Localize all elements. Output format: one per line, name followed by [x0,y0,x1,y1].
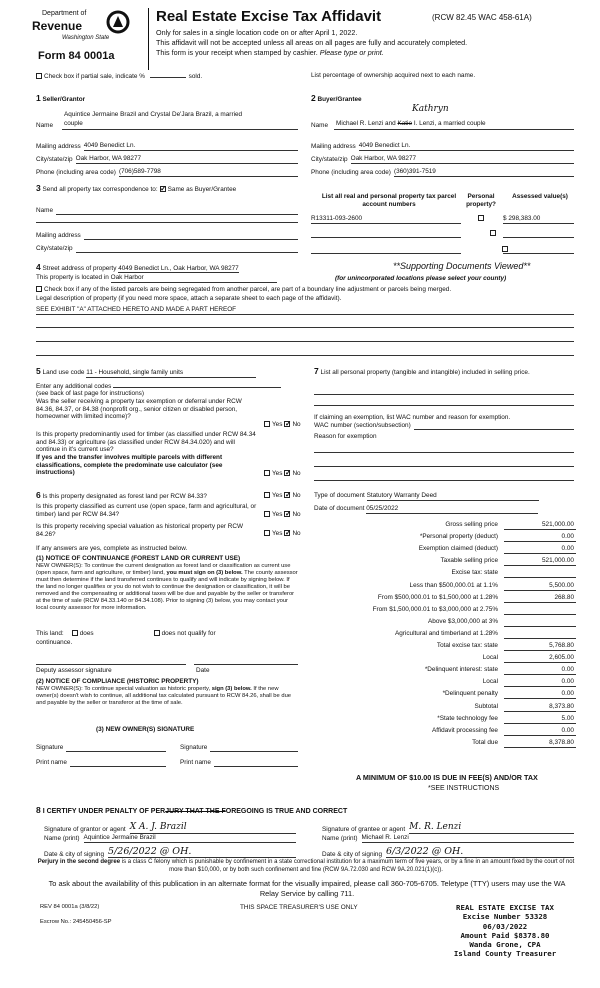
seller-city-field[interactable]: Oak Harbor, WA 98277 [76,155,298,164]
same-as-buyer-label: Same as Buyer/Grantee [167,186,237,193]
legal-description-label: Legal description of property (if you need more space, attach a separate sheet to each page of the affidavit). [36,295,342,302]
s7-wac-row [314,422,574,430]
s6-p1c: The county assessor must then determine if the land transferred continues to qualify and will indicate by signing below. If the land no longer qualifies or you do not wish to continue the designation or classification, it will be removed and the compensating or additional taxes will be due and payable by the seller or transferor at the time of sale (RCW 84.33.140 or 84.34.108). Prior to signing (3) below, you may contact your local county assessor for more information. [36,570,298,612]
seller-heading: Seller/Grantor [42,96,86,103]
tax-row [300,533,576,544]
s5-q2-yes: Yes [272,470,283,477]
grantor-date-label: Date & city of signing [44,850,105,858]
section-1-heading [36,93,85,104]
tax-row [300,606,576,617]
s6-q3: Is this property receiving special valuation as historical property per RCW 84.26? [36,523,244,538]
certify-post: OREGOING IS TRUE AND CORRECT [225,808,348,815]
partial-sale-row [36,71,296,81]
owner2-sig-label: Signature [180,744,208,751]
located-field[interactable]: Oak Harbor [111,274,277,283]
section-6-number: 6 [36,490,41,500]
seller-name-line1: Aquintice Jermaine Brazil and Crystal De'Jara Brazil, a married [64,111,243,118]
section-3-heading [36,183,236,194]
tax-row [300,594,576,605]
stamp-line-6: Island County Treasurer [453,949,557,959]
section-5-number: 5 [36,366,41,376]
tax-row-label: *Delinquent penalty [442,690,498,698]
s5-q2-no: No [292,470,301,477]
buyer-phone-row [311,168,574,177]
agency-logo [32,8,132,48]
tax-row-value[interactable]: 5,768.80 [504,642,576,651]
seller-mailing-row [36,142,298,151]
buyer-mailing-row [311,142,574,151]
s7-reason-line-1 [314,452,574,453]
s6-h2: (2) NOTICE OF COMPLIANCE (HISTORIC PROPERTY) [36,678,199,685]
tax-row-value[interactable]: 0.00 [504,727,576,736]
supporting-docs-stamp: **Supporting Documents Viewed** [393,261,531,271]
tax-row-value[interactable]: 521,000.00 [504,521,576,530]
s6-q1-no: No [292,492,301,499]
buyer-phone-field[interactable]: (360)391-7519 [394,168,574,177]
owner-sig-row-2 [180,744,298,752]
doc-date-label: Date of document [314,505,365,512]
buyer-city-label: City/state/zip [311,156,348,163]
tax-row-value[interactable]: 5,500.00 [504,582,576,591]
tax-row-value[interactable]: 8,373.80 [504,703,576,712]
grantee-date-row [322,846,574,858]
s6-q1-answer [262,492,301,500]
section-5-landuse [36,366,298,378]
s6-p1b: you must sign on (3) below. [166,570,243,577]
certify-pre: I CERTIFY UNDER PENALTY OF PER [42,808,166,815]
parcel-3-field[interactable] [311,252,461,254]
grantee-signature[interactable]: M. R. Lenzi [409,822,574,834]
legal-description-field[interactable]: SEE EXHIBIT "A" ATTACHED HERETO AND MADE A PART HEREOF [36,306,574,315]
s3-mailing-row [36,232,298,240]
owner2-print-label: Print name [180,759,211,766]
see-instructions: *SEE INSTRUCTIONS [428,785,500,792]
s6-q3-no-checkbox[interactable] [284,530,290,536]
stamp-line-1: REAL ESTATE EXCISE TAX [456,903,554,912]
s3-mailing-label: Mailing address [36,232,81,239]
same-as-buyer-checkbox[interactable] [160,186,166,192]
buyer-mailing-label: Mailing address [311,143,356,150]
seller-phone-label: Phone (including area code) [36,169,116,176]
buyer-mailing-field[interactable]: 4049 Benedict Ln. [359,142,574,151]
s5-q1-no-checkbox[interactable] [284,421,290,427]
s6-p2c: If the new owner(s) doesn't wish to continue, all additional tax calculated pursuant to RCW 84.26, shall be due and payable by the seller or transferor at the time of sale. [36,686,292,707]
tax-row [300,715,576,726]
s3-city-label: City/state/zip [36,245,73,252]
owner1-print-field[interactable] [70,760,166,767]
tax-row-label: Total excise tax: state [436,642,498,649]
rev-label: REV 84 0001a (3/8/22) [40,904,100,910]
tax-row [300,654,576,665]
buyer-city-row [311,155,574,164]
land-use-label: Land use code [42,369,85,376]
located-row [36,274,277,283]
form-rcw: (RCW 82.45 WAC 458-61A) [432,13,532,22]
s5-q1-no: No [292,421,301,428]
s6-q3-no: No [292,530,301,537]
s6-q1: Is this property designated as forest land per RCW 84.33? [42,493,207,500]
grantee-sig-row [322,822,574,834]
tax-row-value[interactable]: 0.00 [504,533,576,542]
seller-phone-row [36,168,298,177]
assessed-2-field[interactable] [503,236,574,238]
s5-q1-answer [262,421,301,429]
land-does-label: does [79,630,94,637]
notice-3-text: This form is your receipt when stamped by cashier. [156,48,318,57]
s7-reason-label: Reason for exemption [314,433,377,440]
stamp-line-4: Amount Paid $8378.80 [460,930,550,940]
s5-q2-no-checkbox[interactable] [284,470,290,476]
grantor-name-field[interactable]: Aquintice Jermaine Brazil [84,834,296,843]
s7-line-2 [314,405,574,406]
tax-row-value[interactable] [504,606,576,615]
tax-row-value[interactable] [504,569,576,578]
s3-name-label: Name [36,207,54,214]
notice-1: Only for sales in a single location code on or after April 1, 2022. [156,28,358,37]
agency-line3: Washington State [62,35,110,41]
doc-type-row [314,492,539,501]
tax-row [300,642,576,653]
treasurer-use-label: THIS SPACE TREASURER'S USE ONLY [240,904,358,911]
unincorporated-note: (for unincorporated locations please select your county) [335,275,507,282]
grantor-date-field[interactable]: 5/26/2022 @ OH. [108,846,296,858]
land-does-not-checkbox[interactable] [154,630,160,636]
tax-row-value[interactable]: 5.00 [504,715,576,724]
section-3-label: Send all property tax correspondence to: [42,186,158,193]
deputy-sig-label: Deputy assessor signature [36,667,112,674]
parcel-2-field[interactable] [311,236,461,238]
grantor-sig-label: Signature of grantor or agent [44,826,126,834]
tax-row-label: Exemption claimed (deduct) [418,545,498,553]
tax-row [300,545,576,556]
tax-row [300,569,576,580]
s5-q2b: If yes and the transfer involves multiple parcels with different classifications, complete the predominate use calculator (see instructions) [36,454,223,477]
s5-q2-yes-checkbox[interactable] [264,470,270,476]
s6-q2-yes-checkbox[interactable] [264,511,270,517]
buyer-name-label: Name [311,122,329,129]
s5-q2: Is this property predominantly used for timber (as classified under RCW 84.34 and 84.33) or agriculture (as classified under RCW 84.34.020) and will continue in it's current use? [36,431,256,454]
s7-reason-line-2 [314,466,574,467]
sold-label: sold. [188,73,203,80]
section-4-street [36,262,298,273]
s6-q2-no-checkbox[interactable] [284,511,290,517]
tax-row [300,739,576,750]
tax-row-label: Taxable selling price [440,557,498,565]
s6-q1-no-checkbox[interactable] [284,492,290,498]
form-title: Real Estate Excise Tax Affidavit [156,8,382,25]
tax-row-label: From $500,000.01 to $1,500,000 at 1.28% [377,593,498,601]
minimum-note: A MINIMUM OF $10.00 IS DUE IN FEE(S) AND/OR TAX [356,773,538,782]
tax-row [300,618,576,629]
s6-q3-yes: Yes [272,530,283,537]
land-does-checkbox[interactable] [72,630,78,636]
buyer-heading: Buyer/Grantee [317,96,362,103]
tax-row-label: Local [482,678,498,686]
tax-row [300,678,576,689]
section-7-number: 7 [314,366,319,376]
owner1-sig-label: Signature [36,744,64,751]
s7-wac-label: WAC number (section/subsection) [314,422,411,429]
s3-city-field[interactable] [76,246,298,253]
s6-p2b: sign (3) below. [211,686,252,692]
agency-line2: Revenue [32,19,83,33]
agency-line1: Department of [42,10,87,17]
s6-q1-row [36,490,258,501]
s5-q1-yes-checkbox[interactable] [264,421,270,427]
segregated-checkbox[interactable] [36,286,42,292]
tax-row-value[interactable] [504,630,576,639]
s5-q1-yes: Yes [272,421,283,428]
see-back-note: (see back of last page for instructions) [36,390,144,397]
s6-q2: Is this property classified as current use (open space, farm and agricultural, or timber) land per RCW 84.34? [36,503,257,518]
buyer-name-field[interactable] [334,120,574,130]
owner-sig-row-1 [36,744,166,752]
s7-exemption-label: If claiming an exemption, list WAC number and reason for exemption. [314,414,511,421]
personal-1-checkbox[interactable] [478,215,484,221]
section-2-heading [311,93,362,104]
tax-row [300,521,576,532]
tax-row-label: *State technology fee [437,714,498,722]
buyer-name-part2: I. Lenzi, a married couple [413,120,486,127]
section-8-number: 8 [36,805,41,815]
grantor-name-row [44,834,296,843]
s7-reason-line-3 [314,480,574,481]
seller-city-label: City/state/zip [36,156,73,163]
buyer-name-struck: Katie [397,120,413,127]
buyer-name-part1: Michael R. Lenzi and [336,120,396,127]
s6-p1 [36,563,298,612]
tax-row-value[interactable]: 0.00 [504,545,576,554]
tax-row-value[interactable]: 8,378.80 [504,739,576,748]
s6-q2-yes: Yes [272,511,283,518]
header-divider [148,8,149,70]
tax-row-label: Subtotal [474,702,498,710]
seller-mailing-field[interactable]: 4049 Benedict Ln. [84,142,298,151]
grantee-name-label: Name (print) [322,835,358,842]
s7-wac-field[interactable] [414,423,574,430]
treasurer-stamp [440,903,570,959]
tax-row-label: *Delinquent interest: state [424,666,498,674]
tax-row-value[interactable]: 0.00 [504,690,576,699]
tax-row-value[interactable]: 0.00 [504,678,576,687]
seller-name-line2: couple [64,120,83,127]
street-label: Street address of property [42,265,117,272]
tax-row-label: Agricultural and timberland at 1.28% [394,629,498,637]
personal-col-header: Personal property? [466,193,496,208]
notice-3 [156,49,384,58]
land-use-field[interactable]: 11 - Household, single family units [86,369,256,378]
grantor-sig-row [44,822,296,834]
buyer-phone-label: Phone (including area code) [311,169,391,176]
doc-type-label: Type of document [314,492,365,499]
assessed-3-field[interactable] [503,252,574,254]
partial-sale-checkbox[interactable] [36,73,42,79]
this-land-label: This land: [36,630,64,637]
section-2-number: 2 [311,93,316,103]
grantee-name-field[interactable]: Michael R. Lenzi [362,834,574,843]
s7-line-1 [314,394,574,395]
assessed-1-field[interactable]: $ 298,383.00 [503,215,574,224]
section-7-label: List all personal property (tangible and intangible) included in selling price. [320,369,530,376]
grantee-date-label: Date & city of signing [322,850,383,858]
section-3-number: 3 [36,183,41,193]
seller-mailing-label: Mailing address [36,143,81,150]
s3-name-field[interactable] [56,208,298,215]
form-number: Form 84 0001a [38,50,115,62]
deputy-date-line[interactable] [194,664,298,665]
escrow-label: Escrow No.: 245450456-SP [40,919,112,925]
tax-row-label: Excise tax: state [451,569,498,577]
notice-2: This affidavit will not be accepted unless all areas on all pages are fully and accurately completed. [156,38,468,47]
notice-3-italic: Please type or print. [319,48,384,57]
section-4-number: 4 [36,262,41,272]
land-does-not-label: does not qualify for [161,630,216,637]
perjury-notice [36,859,576,875]
located-label: This property is located in [36,274,109,281]
tax-row-value[interactable]: 2,605.00 [504,654,576,663]
parcel-col-header: List all real and personal property tax parcel account numbers [321,193,457,208]
tax-row-value[interactable]: 268.80 [504,594,576,603]
tax-row [300,582,576,593]
s6-p2 [36,686,298,707]
tax-row-value[interactable]: 0.00 [504,666,576,675]
s3-city-row [36,245,298,253]
s6-q1-yes-checkbox[interactable] [264,492,270,498]
tax-row [300,557,576,568]
grantee-sig-label: Signature of grantee or agent [322,826,406,834]
owner-print-row-1 [36,759,166,767]
stamp-line-2: Excise Number 53328 [462,912,548,922]
s6-h1: (1) NOTICE OF CONTINUANCE (FOREST LAND OR CURRENT USE) [36,555,241,562]
seller-city-row [36,155,298,164]
s6-q3-answer [262,530,301,538]
continuance-label: continuance. [36,639,73,646]
partial-sale-label: Check box if partial sale, indicate % [44,73,145,80]
owner1-sig-field[interactable] [66,745,166,752]
additional-codes-label: Enter any additional codes [36,383,112,390]
grantee-name-row [322,834,574,843]
buyer-handwritten-insert: Kathryn [412,104,449,114]
tax-row-label: Affidavit processing fee [432,726,498,734]
s3-mailing-field[interactable] [84,233,298,240]
availability-notice: To ask about the availability of this publication in an alternate format for the visually impaired, please call 360-705-6705. Teletype (TTY) users may use the WA Relay Service by calling 711. [48,879,566,898]
owner2-print-field[interactable] [214,760,298,767]
s3-name-row [36,207,298,215]
stamp-line-3: 06/03/2022 [482,921,528,931]
assessed-col-header: Assessed value(s) [512,193,568,200]
owner2-sig-field[interactable] [210,745,298,752]
tax-row [300,690,576,701]
perjury-text: is a class C felony which is punishable by confinement in a state correctional institution for a maximum term of five years, or by a fine in an amount fixed by the court of not more than $10,000, or by both such confinement and fine (RCW 9A.72.030 and RCW 9A.20.021(1)(c)). [121,859,575,873]
seller-name-label: Name [36,122,54,129]
tax-row-label: *Personal property (deduct) [419,533,498,541]
doc-date-field[interactable]: 05/25/2022 [366,505,538,514]
tax-row-value[interactable]: 521,000.00 [504,557,576,566]
seller-name-field[interactable] [62,120,298,130]
legal-line-2 [36,327,574,328]
tax-row-label: Gross selling price [445,521,498,528]
s6-q2-answer [262,511,301,519]
buyer-city-field[interactable]: Oak Harbor, WA 98277 [351,155,574,164]
tax-row-label: Less than $500,000.01 at 1.1% [409,581,498,589]
s6-q1-yes: Yes [272,492,283,499]
parcel-1-field[interactable]: R13311-093-2600 [311,215,461,224]
tax-row-label: Total due [472,738,498,746]
tax-row-label: From $1,500,000.01 to $3,000,000 at 2.75% [372,605,498,613]
tax-row [300,666,576,677]
deputy-date-label: Date [196,667,210,674]
partial-percent-field[interactable] [150,71,186,78]
owner1-print-label: Print name [36,759,67,766]
s6-if-any: If any answers are yes, complete as instructed below. [36,545,188,552]
tax-row-label: Above $3,000,000 at 3% [428,617,498,625]
tax-row [300,727,576,738]
additional-codes-field[interactable] [113,382,281,388]
legal-line-3 [36,341,574,342]
deputy-sig-line[interactable] [36,664,186,665]
doc-type-field[interactable]: Statutory Warranty Deed [367,492,539,501]
legal-line-4 [36,355,574,356]
s6-p2a: NEW OWNER(S): To continue special valuation as historic property, [36,686,211,692]
s6-land-row [36,630,216,638]
s6-h3: (3) NEW OWNER(S) SIGNATURE [96,726,195,733]
s6-q2-no: No [292,511,301,518]
grantor-signature[interactable]: X A. J. Brazil [130,822,296,834]
segregated-row [36,286,581,294]
tax-row-value[interactable] [504,618,576,627]
dor-emblem-icon [106,10,130,34]
s3-name-line2 [36,222,298,223]
grantee-date-field[interactable]: 6/3/2022 @ OH. [386,846,574,858]
tax-row [300,703,576,714]
tax-row [300,630,576,641]
s5-q2-answer [262,470,301,478]
ownership-note: List percentage of ownership acquired next to each name. [311,72,476,79]
section-1-number: 1 [36,93,41,103]
tax-row-label: Local [482,654,498,662]
perjury-bold: Perjury in the second degree [37,859,121,865]
s6-q3-yes-checkbox[interactable] [264,530,270,536]
s6-p1a: NEW OWNER(S): To continue the current designation as forest land or classification as current use (open space, farm and agriculture, or timber) land, [36,563,291,577]
section-8-certify [36,805,347,816]
street-field[interactable]: 4049 Benedict Ln., Oak Harbor, WA 98277 [118,265,239,272]
certify-struck: JURY THAT THE F [165,808,226,815]
doc-date-row [314,505,538,514]
segregated-label: Check box if any of the listed parcels are being segregated from another parcel, are part of a boundary line adjustment or parcels being merged. [44,286,452,293]
s5-q1: Was the seller receiving a property tax exemption or deferral under RCW 84.36, 84.37, or 84.38 (nonprofit org., senior citizen or disabled person, homeowner with limited income)? [36,398,242,421]
personal-2-checkbox[interactable] [490,230,496,236]
stamp-line-5: Wanda Grone, CPA [469,940,541,949]
grantor-name-label: Name (print) [44,835,80,842]
grantor-date-row [44,846,296,858]
seller-phone-field[interactable]: (706)589-7798 [119,168,298,177]
section-7-heading [314,366,572,377]
owner-print-row-2 [180,759,298,767]
